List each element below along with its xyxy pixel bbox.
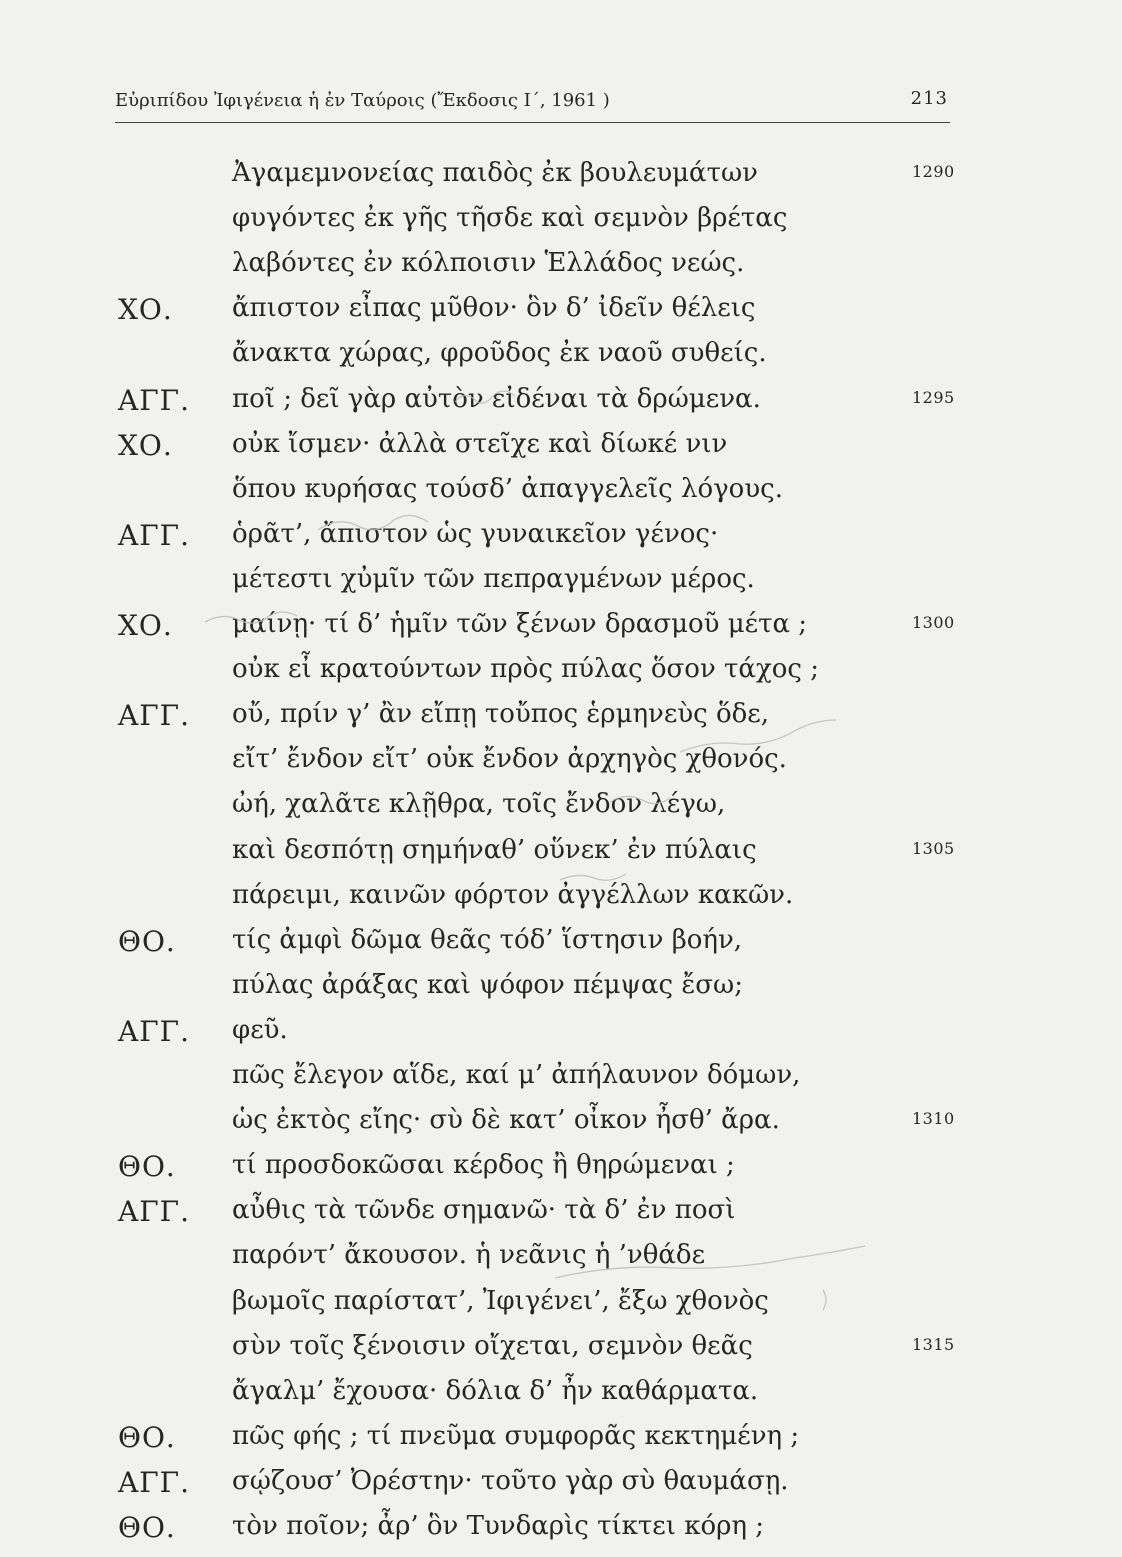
verse-text: ὁρᾶτ’, ἄπιστον ὡς γυναικεῖον γένος· [232,518,719,549]
verse-line [0,519,1122,565]
verse-text: φεῦ. [232,1014,288,1045]
verse-line [0,1421,1122,1467]
verse-line [0,564,1122,610]
verse-line [0,1240,1122,1286]
verse-line [0,248,1122,294]
verse-text: σὺν τοῖς ξένοισιν οἴχεται, σεμνὸν θεᾶς [232,1330,753,1361]
verse-line [0,1466,1122,1512]
verse-text: οὐκ ἴσμεν· ἀλλὰ στεῖχε καὶ δίωκέ νιν [232,428,728,459]
speaker-label: ΘΟ. [118,1420,176,1454]
verse-line [0,1511,1122,1557]
verse-line [0,609,1122,655]
verse-text: μαίνῃ· τί δ’ ἡμῖν τῶν ξένων δρασμοῦ μέτα ; [232,609,808,639]
speaker-label: ΘΟ. [118,1511,176,1544]
verse-text: ποῖ ; δεῖ γὰρ αὐτὸν εἰδέναι τὰ δρώμενα. [232,383,761,414]
speaker-label: ΑΓΓ. [118,518,190,552]
verse-text: ὅπου κυρήσας τούσδ’ ἀπαγγελεῖς λόγους. [232,473,783,504]
verse-text: σῴζουσ’ Ὀρέστην· τοῦτο γὰρ σὺ θαυμάσῃ. [232,1465,789,1496]
verse-line [0,429,1122,475]
verse-text: τί προσδοκῶσαι κέρδος ἢ θηρώμεναι ; [232,1150,735,1181]
verse-line [0,1060,1122,1106]
verse-line [0,789,1122,835]
page-number: 213 [910,88,948,109]
verse-line [0,338,1122,384]
verse-text: αὖθις τὰ τῶνδε σημανῶ· τὰ δ’ ἐν ποσὶ [232,1195,736,1226]
verse-line [0,654,1122,700]
speaker-label: ΑΓΓ. [118,1014,190,1048]
speaker-label: ΑΓΓ. [118,699,190,733]
verse-text: πάρειμι, καινῶν φόρτον ἀγγέλλων κακῶν. [232,879,794,910]
verse-text: πῶς φής ; τί πνεῦμα συμφορᾶς κεκτημένη ; [232,1420,800,1451]
verse-line [0,158,1122,204]
verse-text: ὠή, χαλᾶτε κλῇθρα, τοῖς ἔνδον λέγω, [232,789,726,820]
verse-line [0,835,1122,881]
verse-text: ἄγαλμ’ ἔχουσα· δόλια δ’ ἦν καθάρματα. [232,1375,759,1406]
verse-line [0,744,1122,790]
line-number: 1300 [912,613,955,632]
running-header [115,88,950,123]
line-number: 1310 [912,1109,955,1129]
header-title: Εὐριπίδου Ἰφιγένεια ἡ ἐν Ταύροις (Ἔκδοσις Ι΄, 1961 ) [115,90,610,111]
verse-line [0,699,1122,745]
verse-line [0,203,1122,249]
speaker-label: ΑΓΓ. [118,1465,190,1499]
verse-text: μέτεστι χὐμῖν τῶν πεπραγμένων μέρος. [232,563,755,594]
verse-line [0,1150,1122,1196]
verse-text: καὶ δεσπότῃ σημήναθ’ οὕνεκ’ ἐν πύλαις [232,834,757,865]
verse-text: Ἀγαμεμνονείας παιδὸς ἐκ βουλευμάτων [232,158,758,188]
speaker-label: ΘΟ. [118,924,176,958]
line-number: 1295 [912,387,955,407]
line-number: 1315 [912,1334,955,1354]
verse-text: φυγόντες ἐκ γῆς τῆσδε καὶ σεμνὸν βρέτας [232,203,788,234]
verse-line [0,880,1122,926]
verse-line [0,293,1122,339]
speaker-label: ΧΟ. [118,609,173,642]
verse-line [0,970,1122,1016]
speaker-label: ΑΓΓ. [118,383,190,417]
verse-line [0,1195,1122,1241]
speaker-label: ΘΟ. [118,1150,176,1184]
verse-text: ἄπιστον εἶπας μῦθον· ὃν δ’ ἰδεῖν θέλεις [232,293,756,324]
speaker-label: ΧΟ. [118,293,173,327]
verse-text: τίς ἀμφὶ δῶμα θεᾶς τόδ’ ἵστησιν βοήν, [232,924,743,955]
verse-line [0,384,1122,430]
verse-line [0,1331,1122,1377]
verse-line [0,1286,1122,1332]
verse-line [0,1015,1122,1061]
verse-line [0,1105,1122,1151]
verse-line [0,1376,1122,1422]
verse-text: πῶς ἔλεγον αἵδε, καί μ’ ἀπήλαυνον δόμων, [232,1060,801,1090]
speaker-label: ΧΟ. [118,428,173,462]
verse-text: τὸν ποῖον; ἆρ’ ὃν Τυνδαρὶς τίκτει κόρη ; [232,1511,765,1541]
line-number: 1290 [912,162,955,181]
verse-text: παρόντ’ ἄκουσον. ἡ νεᾶνις ἡ ’νθάδε [232,1240,706,1271]
verse-text: οὔ, πρίν γ’ ἂν εἴπῃ τοὔπος ἑρμηνεὺς ὅδε, [232,699,769,730]
verse-line [0,474,1122,520]
verse-text: εἴτ’ ἔνδον εἴτ’ οὐκ ἔνδον ἀρχηγὸς χθονός. [232,744,787,775]
line-number: 1305 [912,838,955,858]
verse-text: ὡς ἐκτὸς εἴης· σὺ δὲ κατ’ οἶκον ἦσθ’ ἄρα. [232,1105,780,1136]
verse-line [0,925,1122,971]
verse-text: βωμοῖς παρίστατ’, Ἰφιγένει’, ἔξω χθονὸς [232,1285,769,1316]
verse-text: ἄνακτα χώρας, φροῦδος ἐκ ναοῦ συθείς. [232,338,767,369]
verse-text: οὐκ εἶ κρατούντων πρὸς πύλας ὅσον τάχος ; [232,654,819,685]
verse-text: πύλας ἀράξας καὶ ψόφον πέμψας ἔσω; [232,969,743,1000]
verse-text: λαβόντες ἐν κόλποισιν Ἑλλάδος νεώς. [232,248,745,279]
speaker-label: ΑΓΓ. [118,1195,190,1229]
